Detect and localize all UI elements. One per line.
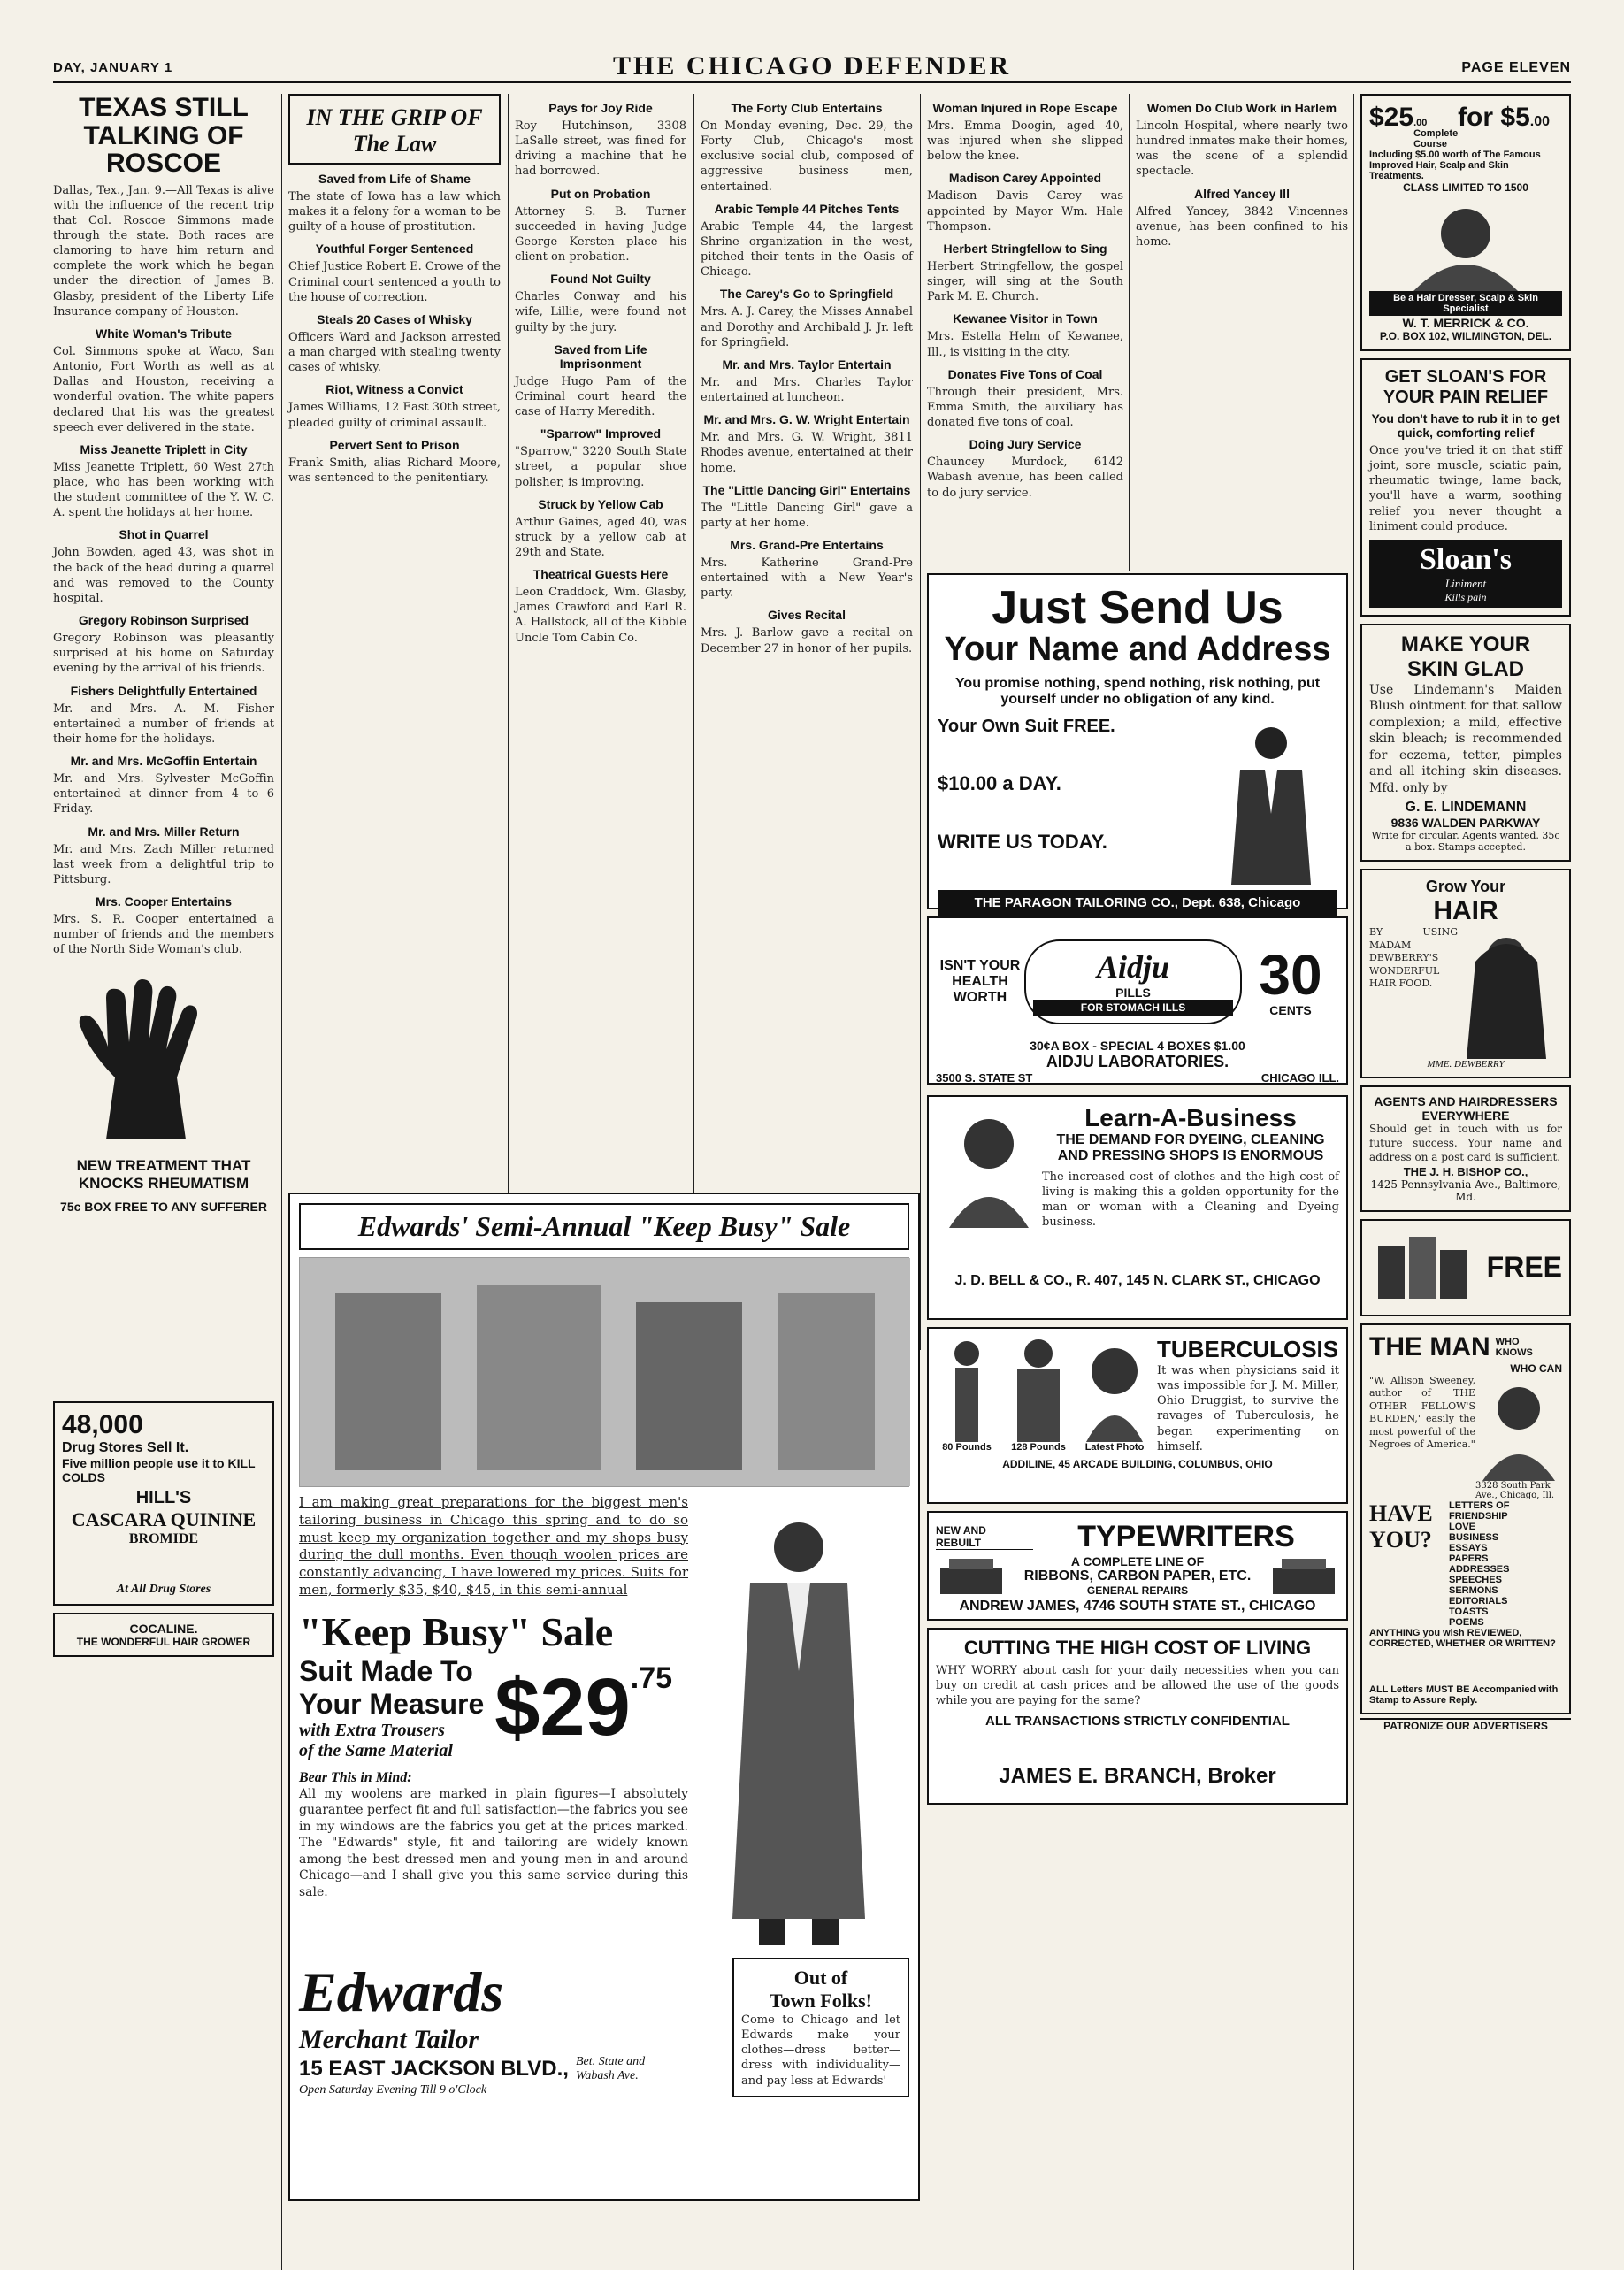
column-rule — [1353, 94, 1354, 2270]
man-body: "W. Allison Sweeney, author of 'THE OTHER FELLOW'S BURDEN,' easily the most powerful of the Negroes of America." — [1369, 1374, 1475, 1451]
edwards-price: $29 — [494, 1662, 631, 1753]
column-rule — [281, 94, 282, 2270]
section-body: Arabic Temple 44, the largest Shrine organization in the west, pitched their tents in the Oasis of Chicago. — [701, 219, 913, 280]
aidju-pills: PILLS — [1115, 985, 1151, 1000]
woman-long-hair-icon — [1458, 926, 1555, 1059]
skin-t2: SKIN GLAD — [1407, 656, 1524, 681]
hand-illustration — [53, 971, 274, 1148]
be-hair-dresser: Be a Hair Dresser, Scalp & Skin Specialist — [1369, 291, 1562, 316]
tb-cap-1: 80 Pounds — [942, 1442, 992, 1453]
col5-sections — [927, 101, 1123, 501]
section-body: John Bowden, aged 43, was shot in the back of the head during a quarrel and was removed to the County hospital. — [53, 546, 274, 605]
edwards-brand: Edwards — [299, 1959, 504, 2023]
section-heading: Saved from Life Imprisonment — [554, 341, 647, 371]
skin-glad-ad — [1360, 624, 1571, 862]
tuberculosis-ad — [927, 1327, 1348, 1504]
woman-portrait-icon — [1369, 194, 1562, 291]
service-item: LOVE — [1449, 1521, 1475, 1532]
type-title: TYPEWRITERS — [1077, 1520, 1295, 1553]
complete-course: .00 Complete Course — [1413, 118, 1459, 150]
newspaper-title: THE CHICAGO DEFENDER — [612, 51, 1012, 81]
section-body: Attorney S. B. Turner succeeded in having Judge George Kersten place his client on probation. — [515, 204, 686, 265]
paragon-footer: THE PARAGON TAILORING CO., Dept. 638, Chicago — [938, 890, 1337, 916]
section-body: Mr. and Mrs. Charles Taylor entertained at luncheon. — [701, 375, 913, 405]
section-body: Miss Jeanette Triplett, 60 West 27th place, who has been working with the student committee of the Y. W. C. A. spent the holidays at her home. — [53, 460, 274, 520]
branch-footer: JAMES E. BRANCH, Broker — [999, 1764, 1276, 1789]
type-tag: NEW AND REBUILT — [936, 1524, 1033, 1550]
edwards-open: Open Saturday Evening Till 9 o'Clock — [299, 2082, 487, 2097]
section-body: Chief Justice Robert E. Crowe of the Criminal court sentenced a youth to the house of correction. — [288, 260, 501, 304]
type-sub1: A COMPLETE LINE OF — [1070, 1554, 1205, 1568]
paragon-headline: Just Send Us — [992, 582, 1283, 633]
aidju-left: ISN'T YOUR HEALTH WORTH — [939, 958, 1021, 1005]
edwards-addr: 15 EAST JACKSON BLVD., — [299, 2056, 569, 2081]
man-in-suit-icon — [1205, 717, 1337, 885]
edwards-bear: Bear This in Mind: — [299, 1769, 412, 1785]
section-body: Mr. and Mrs. G. W. Wright, 3811 Rhodes avenue, entertained at their home. — [701, 431, 913, 475]
grip-of-law-banner — [288, 94, 501, 165]
column-6 — [1136, 94, 1348, 563]
section-body: Chauncey Murdock, 6142 Wabash avenue, has been called to do jury service. — [927, 456, 1123, 500]
aidju-cents: CENTS — [1269, 1003, 1312, 1017]
man-knows: WHO KNOWS — [1495, 1336, 1533, 1358]
section-body: Madison Davis Carey was appointed by Mayor Wm. Hale Thompson. — [927, 189, 1123, 234]
service-item: SPEECHES — [1449, 1574, 1502, 1585]
paragon-write: WRITE US TODAY. — [938, 831, 1107, 854]
cascara-brand: HILL'S — [135, 1488, 192, 1508]
oot-body: Come to Chicago and let Edwards make your clothes—dress better—dress with individuality—and pay less at Edwards' — [741, 2013, 900, 2088]
edwards-suit2: Your Measure — [299, 1687, 485, 1720]
column-rule — [1129, 94, 1130, 571]
edwards-sale: "Keep Busy" Sale — [299, 1608, 614, 1654]
service-item: LETTERS OF FRIENDSHIP — [1449, 1499, 1510, 1522]
section-heading: Riot, Witness a Convict — [326, 382, 463, 397]
edwards-banner: Edwards' Semi-Annual "Keep Busy" Sale — [299, 1203, 909, 1250]
man-who-knows-ad — [1360, 1323, 1571, 1714]
typewriter-icon — [1268, 1554, 1339, 1599]
section-body: Gregory Robinson was pleasantly surprised at his home on Saturday evening by the arrival of his friends. — [53, 632, 274, 676]
section-body: Herbert Stringfellow, the gospel singer, will sing at the South Park M. E. Church. — [927, 259, 1123, 304]
section-body: Mrs. S. R. Cooper entertained a number of friends and the members of the North Side Woman's club. — [53, 912, 274, 957]
col2-sections — [288, 172, 501, 486]
grow-hair-ad — [1360, 869, 1571, 1078]
man-portrait — [936, 1104, 1042, 1228]
aidju-price: 30 — [1259, 943, 1322, 1007]
section-heading: Mr. and Mrs. G. W. Wright Entertain — [703, 412, 910, 427]
service-item: PAPERS — [1449, 1553, 1489, 1564]
column-3 — [515, 94, 686, 1182]
free-text: FREE — [1486, 1251, 1562, 1284]
section-heading: Found Not Guilty — [550, 272, 651, 287]
skin-t1: MAKE YOUR — [1400, 632, 1531, 656]
section-body: Leon Craddock, Wm. Glasby, James Crawford and Earl R. A. Hallstock, all of the Kibble Uncle Tom Cabin Co. — [515, 586, 686, 645]
portrait-icon — [936, 1104, 1042, 1228]
column-rule — [920, 94, 921, 1350]
column-1 — [53, 94, 274, 2252]
branch-body: WHY WORRY about cash for your daily necessities when you can buy on credit at cash prices and be allowed the use of the goods while you are paying for the same? — [936, 1664, 1339, 1708]
section-body: Mrs. Katherine Grand-Pre entertained with a New Year's party. — [701, 556, 913, 601]
section-heading: The "Little Dancing Girl" Entertains — [702, 482, 911, 497]
section-body: Mr. and Mrs. A. M. Fisher entertained a number of friends at their home for the holidays. — [53, 702, 274, 746]
tb-footer: ADDILINE, 45 ARCADE BUILDING, COLUMBUS, OHIO — [1002, 1457, 1273, 1470]
have-you: HAVE YOU? — [1369, 1499, 1433, 1553]
section-heading: Doing Jury Service — [969, 437, 1082, 452]
skin-name: G. E. LINDEMANN — [1405, 800, 1527, 816]
tb-cap-3: Latest Photo — [1084, 1442, 1145, 1453]
learn-title: Learn-A-Business — [1084, 1104, 1297, 1131]
learn-footer: J. D. BELL & CO., R. 407, 145 N. CLARK ST., CHICAGO — [954, 1272, 1321, 1288]
healthy-man-icon — [1003, 1336, 1074, 1442]
cascara-ad — [53, 1401, 274, 1606]
col6-sections — [1136, 101, 1348, 249]
skin-addr: 9836 WALDEN PARKWAY — [1390, 816, 1541, 831]
hair-t2: HAIR — [1433, 896, 1498, 926]
oot-title2: Town Folks! — [770, 1990, 872, 2012]
man-list — [1449, 1500, 1562, 1628]
section-body: Mrs. A. J. Carey, the Misses Annabel and Dorothy and Archibald J. Jr. left for Springfield. — [701, 305, 913, 349]
section-body: Arthur Gaines, aged 40, was struck by a yellow cab at 29th and State. — [515, 515, 686, 559]
section-body: The "Little Dancing Girl" gave a party at her home. — [701, 501, 913, 530]
cascara-footer: At All Drug Stores — [116, 1583, 211, 1597]
section-body: Officers Ward and Jackson arrested a man charged with stealing twenty cases of whisky. — [288, 330, 501, 375]
cocaline-sub: THE WONDERFUL HAIR GROWER — [76, 1636, 251, 1649]
section-heading: Madison Carey Appointed — [948, 171, 1102, 186]
cocaline-ad — [53, 1613, 274, 1657]
sloans-brand3: Kills pain — [1444, 590, 1487, 603]
section-body: Through their president, Mrs. Emma Smith, the auxiliary has donated five tons of coal. — [927, 385, 1123, 430]
books-icon — [1369, 1228, 1475, 1308]
sloans-t3: You don't have to rub it in to get quick, comforting relief — [1371, 411, 1560, 440]
aidju-city: CHICAGO ILL. — [1260, 1071, 1339, 1085]
portrait-icon — [1475, 1375, 1562, 1481]
section-heading: Mrs. Cooper Entertains — [95, 893, 233, 909]
section-heading: Mrs. Grand-Pre Entertains — [730, 537, 884, 552]
cascara-brand3: BROMIDE — [128, 1531, 199, 1547]
agents-t1: AGENTS AND HAIRDRESSERS — [1374, 1094, 1558, 1109]
masthead — [53, 51, 1571, 83]
free-ad — [1360, 1219, 1571, 1316]
right-sidebar — [1360, 94, 1571, 2252]
photo-3 — [1079, 1336, 1150, 1454]
edwards-body: All my woolens are marked in plain figures—I absolutely guarantee perfect fit and full satisfaction—the fabrics you see in my windows are the fabrics you get at the prices marked. The "Edwards" style, fit and tailoring are widely known among the best dressed men and young men in and around Chicago—and I shall give you this same service during this sale. — [299, 1786, 688, 1899]
price-5-cents: .00 — [1529, 114, 1551, 129]
col3-sections — [515, 101, 686, 646]
tb-body: It was when physicians said it was impossible for J. M. Miller, Ohio Druggist, to survive the ravages of Tuberculosis, he began experimenting on himself. — [1157, 1364, 1339, 1453]
section-heading: Woman Injured in Rope Escape — [932, 101, 1118, 115]
lead-paragraph: Dallas, Tex., Jan. 9.—All Texas is alive with the influence of the recent trip that Col. Roscoe Simmons made through the state. Both races are clamoring to have him return and complete the work which he began under the direction of James B. Glasby, president of the Liberty Life Insurance company of Houston. — [53, 183, 274, 318]
type-sub3: GENERAL REPAIRS — [1086, 1584, 1189, 1597]
branch-filler — [936, 1729, 1339, 1764]
section-heading: Shot in Quarrel — [119, 527, 209, 542]
sloans-ad — [1360, 358, 1571, 617]
section-heading: Youthful Forger Sentenced — [315, 242, 474, 257]
man-foot2: ALL Letters MUST BE Accompanied with Stamp to Assure Reply. — [1369, 1683, 1559, 1706]
hairdresser-course-ad — [1360, 94, 1571, 351]
agents-t2: EVERYWHERE — [1421, 1108, 1510, 1123]
section-heading: Put on Probation — [550, 186, 651, 201]
section-heading: Mr. and Mrs. McGoffin Entertain — [70, 754, 257, 769]
hair-t1: Grow Your — [1425, 878, 1506, 896]
section-body: Alfred Yancey, 3842 Vincennes avenue, has been confined to his home. — [1136, 204, 1348, 249]
tb-title: TUBERCULOSIS — [1157, 1336, 1339, 1362]
sloans-t2: YOUR PAIN RELIEF — [1383, 387, 1549, 407]
edwards-title: Merchant Tailor — [299, 2024, 479, 2054]
column-rule — [508, 94, 509, 1279]
section-heading: Miss Jeanette Triplett in City — [80, 441, 248, 456]
headline-texas: TEXAS STILL TALKING OF ROSCOE — [79, 93, 249, 178]
col4-sections — [701, 101, 913, 656]
cascara-stores: Drug Stores Sell It. — [62, 1440, 189, 1456]
section-body: Charles Conway and his wife, Lillie, were found not guilty by the jury. — [515, 290, 686, 334]
rheumatism-body — [53, 1217, 274, 1394]
service-item: EDITORIALS — [1449, 1595, 1508, 1607]
section-heading: Struck by Yellow Cab — [538, 496, 663, 511]
hair-body: BY USING MADAM DEWBERRY'S WONDERFUL HAIR FOOD. — [1369, 926, 1458, 990]
section-body: On Monday evening, Dec. 29, the Forty Club, Chicago's most exclusive social club, composed of aggressive business men, entertained. — [701, 119, 913, 194]
service-item: POEMS — [1449, 1616, 1484, 1628]
banner-text: IN THE GRIP OF The Law — [306, 104, 483, 157]
section-heading: Pervert Sent to Prison — [329, 437, 460, 452]
section-heading: Saved from Life of Shame — [318, 172, 471, 186]
service-item: TOASTS — [1449, 1606, 1489, 1617]
agents-body: Should get in touch with us for future success. Your name and address on a post card is sufficient. — [1369, 1123, 1562, 1163]
type-sub2: RIBBONS, CARBON PAPER, ETC. — [1023, 1568, 1252, 1584]
suit-illustration — [1205, 717, 1337, 885]
section-heading: Pays for Joy Ride — [548, 101, 653, 115]
aidju-company: AIDJU LABORATORIES. — [1046, 1053, 1229, 1070]
skin-body: Use Lindemann's Maiden Blush ointment for that sallow complexion; a mild, effective skin bleach; is recommended for eczema, tetter, pimples and all itching skin diseases. Mfd. only by — [1369, 682, 1562, 795]
merrick-addr: P.O. BOX 102, WILMINGTON, DEL. — [1379, 330, 1552, 342]
man-title: THE MAN — [1369, 1331, 1490, 1361]
photo-1 — [936, 1336, 998, 1454]
section-body: Mrs. J. Barlow gave a recital on December 27 in honor of her pupils. — [701, 626, 913, 656]
agents-ad — [1360, 1085, 1571, 1211]
paragon-body2 — [938, 795, 1196, 831]
column-rule — [693, 94, 694, 1279]
man-in-overcoat-icon — [688, 1494, 909, 1954]
section-body: Mrs. Emma Doogin, aged 40, was injured when she slipped below the knee. — [927, 119, 1123, 164]
price-5: for $5 — [1458, 103, 1530, 132]
aidju-addr: 3500 S. STATE ST — [936, 1071, 1033, 1085]
section-heading: Steals 20 Cases of Whisky — [317, 311, 472, 326]
out-of-town-box — [732, 1958, 909, 2097]
oot-title: Out of — [793, 1967, 848, 1989]
section-heading: Herbert Stringfellow to Sing — [943, 241, 1107, 256]
sloans-body: Once you've tried it on that stiff joint, sore muscle, sciatic pain, rheumatic twinge, lame back, you'll have a warm, soothing relief you never thought a liniment could produce. — [1369, 444, 1562, 533]
learn-sub: THE DEMAND FOR DYEING, CLEANING AND PRESSING SHOPS IS ENORMOUS — [1056, 1132, 1325, 1163]
service-item: SERMONS — [1449, 1584, 1498, 1596]
issue-date: DAY, JANUARY 1 — [53, 60, 173, 75]
man-addr: 3328 South Park Ave., Chicago, Ill. — [1475, 1480, 1555, 1500]
typewriter-icon — [936, 1554, 1007, 1599]
page-number: PAGE ELEVEN — [1461, 60, 1571, 75]
paragon-promise: You promise nothing, spend nothing, risk nothing, put yourself under no obligation of any kind. — [954, 676, 1321, 708]
branch-title: CUTTING THE HIGH COST OF LIVING — [963, 1637, 1312, 1659]
section-heading: The Carey's Go to Springfield — [719, 287, 894, 302]
paragon-body — [938, 737, 1196, 772]
section-body: James Williams, 12 East 30th street, pleaded guilty of criminal assault. — [288, 401, 501, 430]
paragon-ad — [927, 573, 1348, 909]
section-heading: The Forty Club Entertains — [731, 101, 883, 115]
storefront-image — [300, 1258, 910, 1486]
sloans-brand2: Liniment — [1444, 576, 1487, 590]
section-body: Judge Hugo Pam of the Criminal court heard the case of Harry Meredith. — [515, 374, 686, 419]
branch-ad — [927, 1628, 1348, 1805]
section-heading: Mr. and Mrs. Taylor Entertain — [722, 357, 892, 372]
sloans-brand: Sloan's — [1420, 542, 1512, 576]
skin-foot: Write for circular. Agents wanted. 35c a box. Stamps accepted. — [1371, 830, 1560, 854]
agents-name: THE J. H. BISHOP CO., — [1403, 1164, 1528, 1178]
section-heading: Fishers Delightfully Entertained — [70, 683, 257, 698]
section-body: The state of Iowa has a law which makes it a felony for a woman to be guilty of a house of prostitution. — [288, 190, 501, 234]
sloans-t1: GET SLOAN'S FOR — [1384, 367, 1547, 387]
section-body: Mrs. Estella Helm of Kewanee, Ill., is visiting in the city. — [927, 330, 1123, 359]
course-include: Including $5.00 worth of The Famous Improved Hair, Scalp and Skin Treatments. — [1369, 150, 1541, 181]
aidju-line: 30¢A BOX - SPECIAL 4 BOXES $1.00 — [1030, 1039, 1245, 1053]
edwards-bet: Bet. State and Wabash Ave. — [575, 2054, 646, 2082]
man-foot: ANYTHING you wish REVIEWED, CORRECTED, WHETHER OR WRITTEN? — [1369, 1627, 1556, 1649]
section-body: Mr. and Mrs. Zach Miller returned last week from a delightful trip to Pittsburg. — [53, 842, 274, 886]
portrait-icon — [1079, 1336, 1150, 1442]
section-body: Col. Simmons spoke at Waco, San Antonio, Fort Worth as well as at Dallas and Houston, receiving a wonderful ovation. The white papers declared that his was the greatest speech ever delivered in the state. — [53, 344, 274, 434]
merrick-name: W. T. MERRICK & CO. — [1402, 316, 1529, 330]
photo-2 — [1003, 1336, 1074, 1454]
service-item: ADDRESSES — [1449, 1563, 1510, 1575]
rheumatism-title: NEW TREATMENT THAT KNOCKS RHEUMATISM — [76, 1157, 251, 1193]
man-illustration — [688, 1494, 909, 1954]
column-5 — [927, 94, 1123, 563]
edwards-extra: with Extra Trousers — [299, 1720, 445, 1740]
man-filler — [1369, 1649, 1562, 1684]
patronize-line: PATRONIZE OUR ADVERTISERS — [1360, 1718, 1571, 1732]
section-heading: Mr. and Mrs. Miller Return — [88, 824, 240, 839]
paragon-suit: Your Own Suit FREE. — [938, 717, 1115, 737]
service-item: ESSAYS — [1449, 1542, 1488, 1553]
branch-conf: ALL TRANSACTIONS STRICTLY CONFIDENTIAL — [985, 1714, 1290, 1729]
edwards-cents: .75 — [630, 1661, 673, 1696]
man-can: WHO CAN — [1510, 1361, 1562, 1375]
column-2 — [288, 94, 501, 1182]
cascara-count: 48,000 — [62, 1410, 143, 1440]
column-4 — [701, 94, 913, 656]
tb-cap-2: 128 Pounds — [1011, 1442, 1066, 1453]
thin-man-icon — [936, 1336, 998, 1442]
edwards-ad — [288, 1193, 920, 2201]
cocaline-title: COCALINE. — [129, 1622, 198, 1637]
cascara-brand2: CASCARA QUININE — [71, 1508, 257, 1531]
hand-icon — [53, 971, 274, 1148]
section-body: "Sparrow," 3220 South State street, a popular shoe polisher, is improving. — [515, 445, 686, 489]
type-footer: ANDREW JAMES, 4746 SOUTH STATE ST., CHICAGO — [959, 1599, 1316, 1614]
section-heading: Donates Five Tons of Coal — [947, 366, 1103, 381]
section-heading: Women Do Club Work in Harlem — [1146, 101, 1337, 115]
aidju-ad — [927, 916, 1348, 1085]
edwards-suit1: Suit Made To — [299, 1654, 473, 1687]
learn-filler — [936, 1234, 1339, 1269]
section-heading: Arabic Temple 44 Pitches Tents — [714, 201, 900, 216]
section-heading: Kewanee Visitor in Town — [953, 311, 1098, 326]
section-body: Frank Smith, alias Richard Moore, was sentenced to the penitentiary. — [288, 456, 501, 485]
service-item: BUSINESS — [1449, 1531, 1499, 1543]
agents-addr: 1425 Pennsylvania Ave., Baltimore, Md. — [1370, 1177, 1561, 1203]
col1-sections — [53, 326, 274, 958]
section-heading: Gives Recital — [768, 608, 846, 623]
section-heading: "Sparrow" Improved — [540, 426, 662, 441]
class-limited: CLASS LIMITED TO 1500 — [1403, 181, 1528, 194]
edwards-same: of the Same Material — [299, 1740, 453, 1760]
store-photo — [299, 1257, 909, 1487]
section-body: Mr. and Mrs. Sylvester McGoffin entertained at dinner from 4 to 6 Friday. — [53, 772, 274, 817]
learn-body: The increased cost of clothes and the high cost of living is making this a golden opportunity for the man or woman with a Cleaning and Dyeing business. — [1042, 1170, 1339, 1230]
learn-business-ad — [927, 1095, 1348, 1320]
rheumatism-sub: 75c BOX FREE TO ANY SUFFERER — [60, 1200, 267, 1215]
section-heading: Gregory Robinson Surprised — [78, 613, 249, 628]
cascara-people: Five million people use it to KILL COLDS — [62, 1456, 256, 1485]
section-heading: Alfred Yancey Ill — [1194, 186, 1290, 201]
edwards-intro: I am making great preparations for the biggest men's tailoring business in Chicago this spring and to do so must keep my organization together and my shops busy during the dull months. Even though woolen prices are constantly advancing, I have lowered my prices. Suits for men, formerly $35, $40, $45, in this semi-annual — [299, 1494, 688, 1598]
typewriters-ad — [927, 1511, 1348, 1621]
price-25: $25 — [1369, 103, 1414, 132]
section-body: Roy Hutchinson, 3308 LaSalle street, was fined for driving a machine that he had borrowed. — [515, 119, 686, 179]
section-heading: White Woman's Tribute — [96, 326, 232, 341]
aidju-for: FOR STOMACH ILLS — [1033, 1000, 1233, 1016]
paragon-headline2: Your Name and Address — [944, 630, 1331, 668]
section-body: Lincoln Hospital, where nearly two hundred inmates make their homes, was the scene of a splendid spectacle. — [1136, 119, 1348, 179]
paragon-pay: $10.00 a DAY. — [938, 772, 1061, 795]
section-heading: Theatrical Guests Here — [532, 567, 669, 582]
aidju-brand: Aidju — [1096, 949, 1170, 985]
hair-sig: MME. DEWBERRY — [1427, 1059, 1505, 1070]
